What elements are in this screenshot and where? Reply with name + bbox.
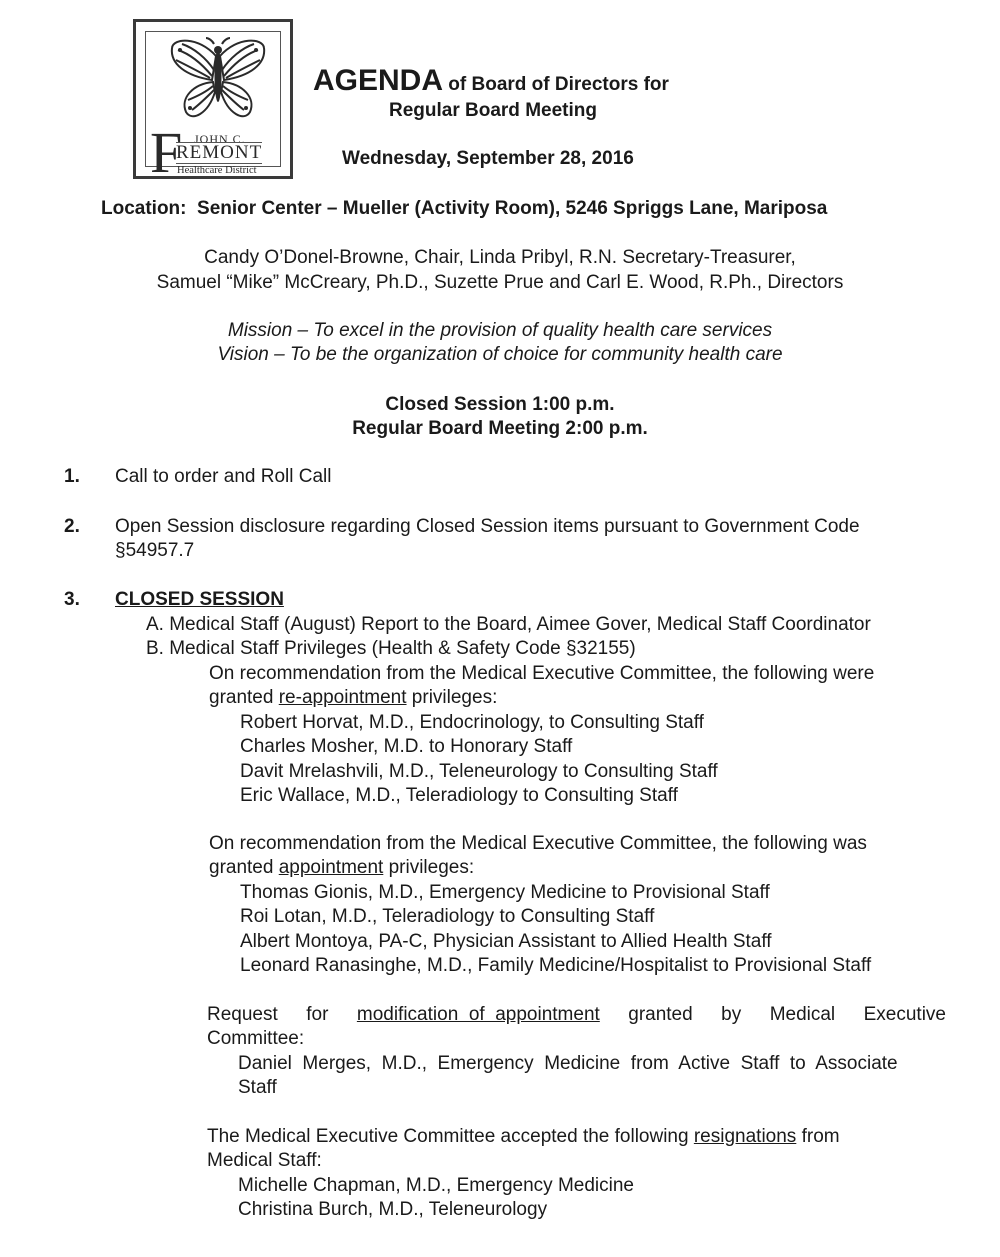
- reappointment-intro-line-2: [209, 687, 497, 709]
- appointment-name: Thomas Gionis, M.D., Emergency Medicine to Provisional Staff: [240, 882, 770, 903]
- modification-word: by: [721, 1004, 742, 1025]
- agenda-title: [313, 64, 669, 98]
- modification-word: Medical: [769, 1004, 836, 1025]
- meeting-date: Wednesday, September 28, 2016: [342, 148, 634, 169]
- board-members-line-2: Samuel “Mike” McCreary, Ph.D., Suzette Prue and Carl E. Wood, R.Ph., Directors: [156, 272, 844, 293]
- reappointment-intro-line-1: On recommendation from the Medical Executive Committee, the following were: [209, 663, 875, 684]
- appointment-intro-post: privileges:: [383, 857, 475, 878]
- item-2-text-line-1: Open Session disclosure regarding Closed Session items pursuant to Government Code: [115, 516, 860, 537]
- reappointment-intro-pre: granted: [209, 687, 279, 708]
- resignations-keyword: resignations: [693, 1126, 797, 1147]
- resignations-intro-post: from: [796, 1126, 840, 1147]
- district-logo: [133, 19, 293, 185]
- logo-line-3: Healthcare District: [177, 165, 257, 176]
- modification-name-line-2: Staff: [238, 1077, 277, 1098]
- logo-line-1: JOHN C.: [194, 132, 246, 146]
- logo-big-letter: F: [150, 120, 183, 185]
- agenda-title-rest: of Board of Directors for: [443, 74, 669, 95]
- closed-session-heading: CLOSED SESSION: [115, 589, 284, 610]
- agenda-subtitle: Regular Board Meeting: [389, 100, 597, 121]
- reappointment-name: Robert Horvat, M.D., Endocrinology, to Consulting Staff: [240, 712, 704, 733]
- reappointment-name: Charles Mosher, M.D. to Honorary Staff: [240, 736, 573, 757]
- item-3b: B. Medical Staff Privileges (Health & Safety Code §32155): [146, 638, 636, 659]
- item-3a: A. Medical Staff (August) Report to the Board, Aimee Gover, Medical Staff Coordinator: [146, 614, 871, 635]
- reappointment-keyword: re-appointment: [278, 687, 407, 708]
- mission-statement: Mission – To excel in the provision of quality health care services: [227, 320, 773, 341]
- reappointment-name: Davit Mrelashvili, M.D., Teleneurology to Consulting Staff: [240, 761, 718, 782]
- modification-intro-line-1: [207, 1004, 946, 1026]
- logo-line-2: REMONT: [176, 142, 263, 163]
- resignation-name: Michelle Chapman, M.D., Emergency Medicine: [238, 1175, 634, 1196]
- appointment-intro-pre: granted: [209, 857, 279, 878]
- modification-word: Request: [207, 1004, 278, 1025]
- reappointment-name: Eric Wallace, M.D., Teleradiology to Consulting Staff: [240, 785, 678, 806]
- item-2-text-line-2: §54957.7: [115, 540, 195, 561]
- item-1-number: 1.: [64, 466, 80, 487]
- board-members-line-1: Candy O’Donel-Browne, Chair, Linda Pribyl, R.N. Secretary-Treasurer,: [204, 247, 796, 268]
- item-2-number: 2.: [64, 516, 80, 537]
- resignations-intro-line-2: Medical Staff:: [207, 1150, 322, 1171]
- resignations-intro-line-1: [207, 1126, 840, 1148]
- item-3-number: 3.: [64, 589, 80, 610]
- appointment-name: Albert Montoya, PA-C, Physician Assistant to Allied Health Staff: [240, 931, 772, 952]
- appointment-keyword: appointment: [278, 857, 384, 878]
- regular-meeting-time: Regular Board Meeting 2:00 p.m.: [352, 418, 648, 439]
- resignation-name: Christina Burch, M.D., Teleneurology: [238, 1199, 548, 1220]
- butterfly-icon: [168, 36, 268, 128]
- vision-statement: Vision – To be the organization of choice for community health care: [217, 344, 783, 365]
- reappointment-intro-post: privileges:: [406, 687, 498, 708]
- appointment-name: Roi Lotan, M.D., Teleradiology to Consulting Staff: [240, 906, 655, 927]
- modification-intro-line-2: Committee:: [207, 1028, 305, 1049]
- modification-word: for: [306, 1004, 329, 1025]
- modification-keyword: modification of appointment: [356, 1004, 600, 1025]
- item-1-text: Call to order and Roll Call: [115, 466, 332, 487]
- modification-word: granted: [628, 1004, 693, 1025]
- closed-session-time: Closed Session 1:00 p.m.: [385, 394, 615, 415]
- appointment-intro-line-1: On recommendation from the Medical Executive Committee, the following was: [209, 833, 867, 854]
- meeting-location: Location: Senior Center – Mueller (Activity Room), 5246 Spriggs Lane, Mariposa: [101, 198, 828, 219]
- logo-frame: [145, 31, 281, 185]
- appointment-name: Leonard Ranasinghe, M.D., Family Medicine/Hospitalist to Provisional Staff: [240, 955, 872, 976]
- modification-name-line-1: Daniel Merges, M.D., Emergency Medicine from Active Staff to Associate: [238, 1053, 898, 1074]
- modification-word: Executive: [863, 1004, 946, 1025]
- appointment-intro-line-2: [209, 857, 474, 879]
- agenda-word: AGENDA: [313, 64, 444, 97]
- resignations-intro-pre: The Medical Executive Committee accepted the following: [207, 1126, 694, 1147]
